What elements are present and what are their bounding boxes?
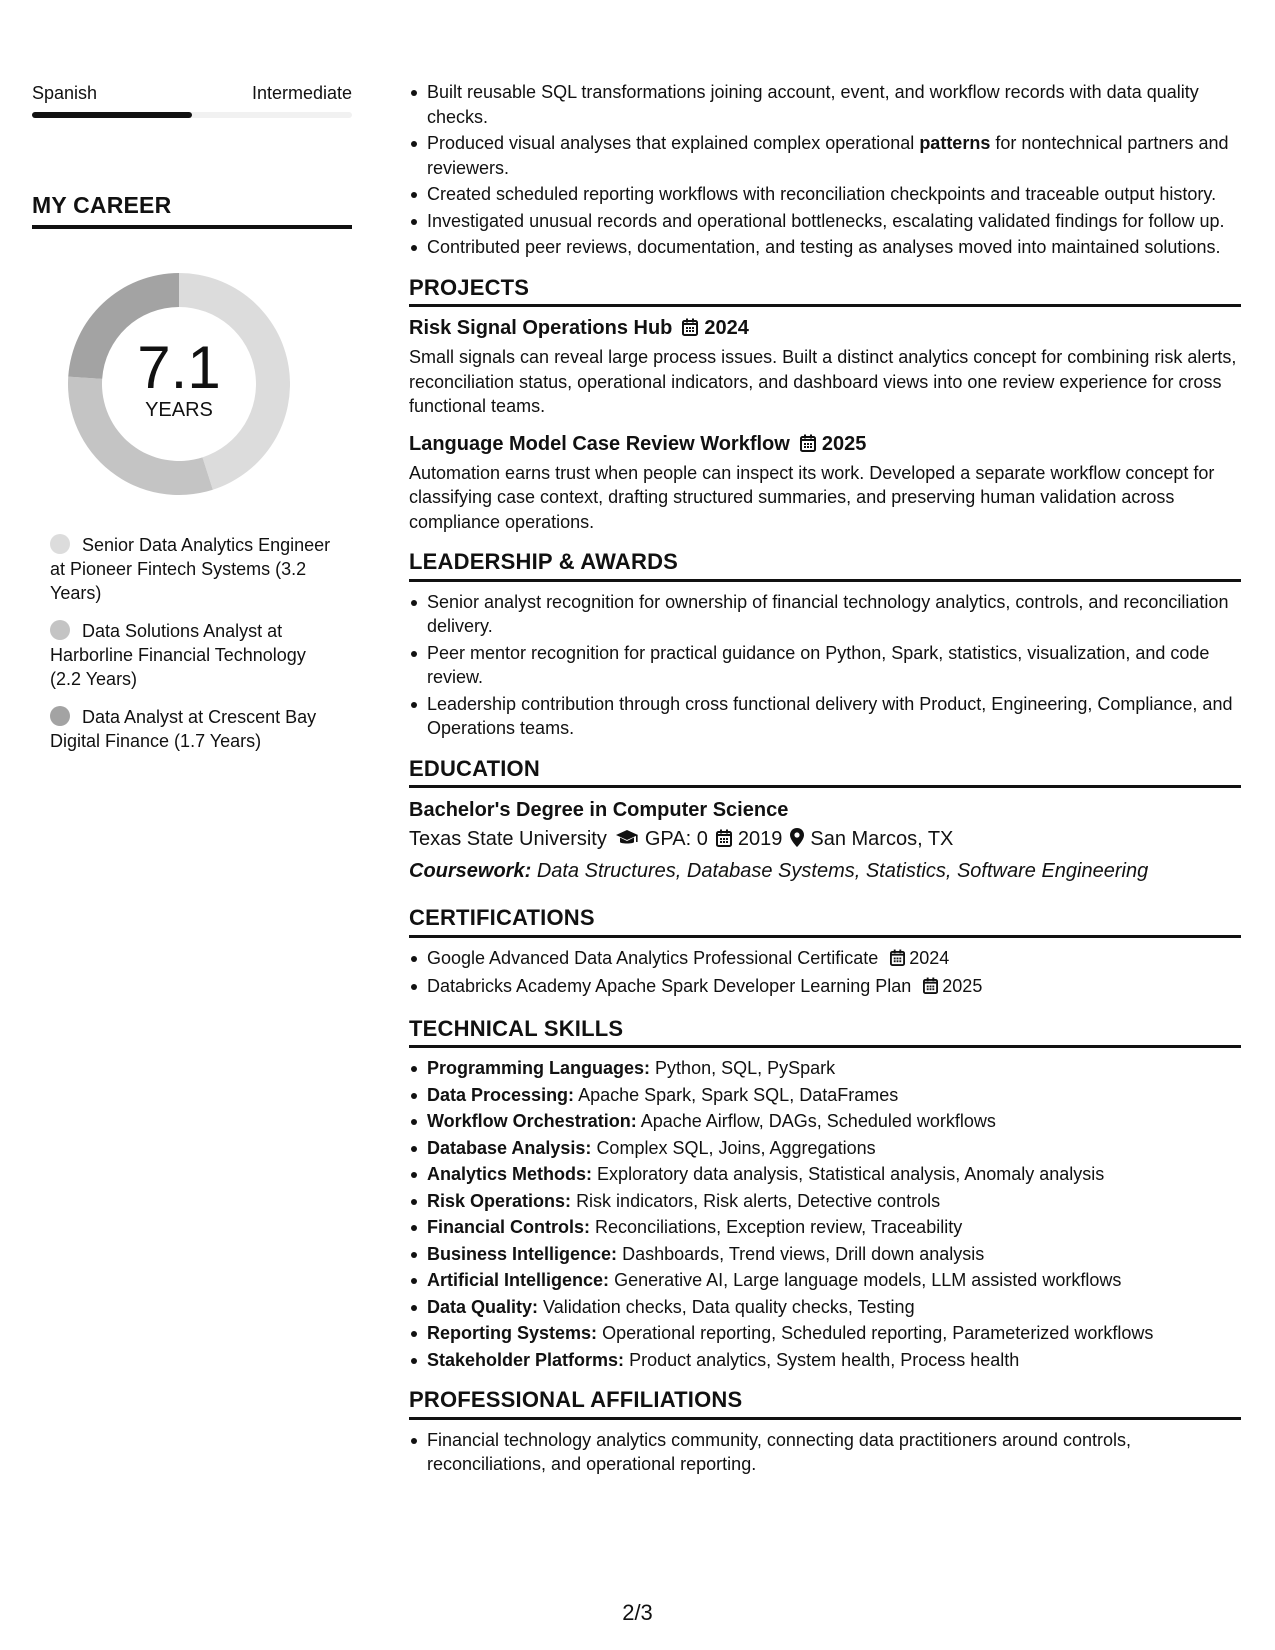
left-column bbox=[32, 80, 352, 767]
career-legend-item bbox=[50, 533, 340, 605]
education-details bbox=[409, 824, 1241, 856]
experience-bullets bbox=[409, 80, 1241, 260]
skill-value: Apache Airflow, DAGs, Scheduled workflows bbox=[640, 1111, 996, 1131]
skill-value: Operational reporting, Scheduled reporting, Parameterized workflows bbox=[602, 1323, 1154, 1343]
right-column bbox=[409, 80, 1241, 1479]
skill-label: Data Processing: bbox=[427, 1084, 575, 1105]
certification-name: Databricks Academy Apache Spark Developer Learning Plan bbox=[427, 976, 912, 996]
career-years-unit: YEARS bbox=[145, 399, 213, 421]
certification-item bbox=[427, 974, 1241, 1001]
calendar-icon bbox=[800, 433, 816, 459]
skill-item bbox=[427, 1189, 1241, 1214]
leadership-item: Senior analyst recognition for ownership of financial technology analytics, controls, and reconciliation delivery. bbox=[427, 590, 1241, 639]
project-year: 2024 bbox=[704, 317, 749, 339]
skill-value: Product analytics, System health, Process health bbox=[629, 1349, 1020, 1370]
skill-value: Reconciliations, Exception review, Traceability bbox=[595, 1217, 963, 1237]
calendar-icon bbox=[923, 976, 938, 1001]
affiliations-list bbox=[409, 1428, 1241, 1477]
bullet-bold-text: patterns bbox=[919, 133, 991, 153]
skill-item bbox=[427, 1295, 1241, 1320]
education-title: EDUCATION bbox=[409, 757, 1241, 789]
legend-dot bbox=[50, 706, 70, 726]
donut-center bbox=[66, 271, 292, 497]
career-legend bbox=[50, 533, 340, 753]
certifications-title: CERTIFICATIONS bbox=[409, 906, 1241, 938]
legend-dot bbox=[50, 620, 70, 640]
coursework-label: Coursework: bbox=[409, 860, 532, 882]
experience-bullet: Investigated unusual records and operational bottlenecks, escalating validated findings for follow up. bbox=[427, 209, 1241, 234]
career-donut-chart bbox=[66, 271, 292, 497]
education-coursework bbox=[409, 856, 1241, 886]
language-proficiency-fill bbox=[32, 112, 192, 118]
skill-label: Programming Languages: bbox=[427, 1058, 651, 1078]
project-name: Risk Signal Operations Hub bbox=[409, 317, 673, 339]
skill-item bbox=[427, 1109, 1241, 1134]
certification-year: 2024 bbox=[909, 947, 950, 968]
skill-value: Complex SQL, Joins, Aggregations bbox=[596, 1137, 876, 1158]
skill-value: Validation checks, Data quality checks, Testing bbox=[543, 1296, 915, 1317]
skill-label: Database Analysis: bbox=[427, 1137, 592, 1158]
skill-label: Analytics Methods: bbox=[427, 1164, 593, 1184]
skill-label: Reporting Systems: bbox=[427, 1323, 598, 1343]
project-title bbox=[409, 431, 1241, 459]
project-description: Small signals can reveal large process issues. Built a distinct analytics concept for combining risk alerts, reconciliation status, operational indicators, and dashboard views into one review experience for cross functional teams. bbox=[409, 347, 1237, 416]
bullet-text: for nontechnical partners and reviewers. bbox=[427, 133, 1229, 178]
legend-dot bbox=[50, 534, 70, 554]
skills-title: TECHNICAL SKILLS bbox=[409, 1017, 1241, 1049]
legend-label: Data Analyst at Crescent Bay Digital Finance (1.7 Years) bbox=[50, 707, 317, 751]
education-degree: Bachelor's Degree in Computer Science bbox=[409, 799, 789, 821]
language-name: Spanish bbox=[32, 83, 98, 103]
skill-item bbox=[427, 1242, 1241, 1267]
project-description: Automation earns trust when people can inspect its work. Developed a separate workflow concept for classifying case context, drafting structured summaries, and preserving human validation across compliance operations. bbox=[409, 462, 1215, 532]
coursework-list: Data Structures, Database Systems, Statistics, Software Engineering bbox=[536, 860, 1149, 882]
language-level: Intermediate bbox=[251, 83, 352, 103]
skill-value: Exploratory data analysis, Statistical analysis, Anomaly analysis bbox=[597, 1164, 1105, 1184]
calendar-icon bbox=[682, 317, 698, 343]
experience-bullet: Built reusable SQL transformations joining account, event, and workflow records with data quality checks. bbox=[427, 80, 1241, 129]
certifications-list bbox=[409, 946, 1241, 1001]
skill-label: Risk Operations: bbox=[427, 1190, 572, 1211]
career-legend-item bbox=[50, 705, 340, 753]
project-name: Language Model Case Review Workflow bbox=[409, 432, 790, 455]
education-gpa: GPA: 0 bbox=[644, 828, 708, 850]
experience-bullet: Contributed peer reviews, documentation, and testing as analyses moved into maintained solutions. bbox=[427, 235, 1241, 260]
skill-value: Generative AI, Large language models, LLM assisted workflows bbox=[614, 1270, 1122, 1290]
language-row bbox=[32, 80, 352, 106]
skill-label: Artificial Intelligence: bbox=[427, 1270, 610, 1290]
skill-value: Python, SQL, PySpark bbox=[655, 1058, 836, 1078]
affiliations-title: PROFESSIONAL AFFILIATIONS bbox=[409, 1388, 1241, 1420]
legend-label: Data Solutions Analyst at Harborline Financial Technology (2.2 Years) bbox=[50, 621, 306, 689]
leadership-list bbox=[409, 590, 1241, 741]
experience-bullet: Created scheduled reporting workflows with reconciliation checkpoints and traceable output history. bbox=[427, 182, 1241, 207]
leadership-title: LEADERSHIP & AWARDS bbox=[409, 550, 1241, 582]
calendar-icon bbox=[890, 948, 905, 973]
project-year: 2025 bbox=[821, 432, 867, 455]
career-title: MY CAREER bbox=[32, 192, 352, 229]
skill-item bbox=[427, 1083, 1241, 1108]
affiliation-item: Financial technology analytics community, connecting data practitioners around controls, reconciliations, and operational reporting. bbox=[427, 1428, 1241, 1477]
skill-value: Risk indicators, Risk alerts, Detective controls bbox=[576, 1190, 941, 1211]
skill-item bbox=[427, 1056, 1241, 1081]
skill-label: Financial Controls: bbox=[427, 1217, 591, 1237]
bullet-text: Produced visual analyses that explained complex operational bbox=[427, 133, 920, 153]
leadership-item: Peer mentor recognition for practical guidance on Python, Spark, statistics, visualization, and code review. bbox=[427, 641, 1241, 690]
calendar-icon bbox=[716, 826, 732, 856]
skill-item bbox=[427, 1321, 1241, 1346]
education-school: Texas State University bbox=[409, 828, 607, 850]
graduation-cap-icon bbox=[615, 826, 639, 856]
education-location: San Marcos, TX bbox=[810, 828, 954, 850]
leadership-item: Leadership contribution through cross functional delivery with Product, Engineering, Compliance, and Operations teams. bbox=[427, 692, 1241, 741]
page-number: 2/3 bbox=[622, 1600, 653, 1625]
certification-item bbox=[427, 946, 1241, 973]
skill-item bbox=[427, 1215, 1241, 1240]
certification-name: Google Advanced Data Analytics Professional Certificate bbox=[427, 947, 879, 968]
skill-label: Business Intelligence: bbox=[427, 1243, 618, 1264]
skill-value: Apache Spark, Spark SQL, DataFrames bbox=[578, 1084, 899, 1105]
skill-label: Workflow Orchestration: bbox=[427, 1111, 637, 1131]
location-pin-icon bbox=[790, 826, 804, 856]
experience-bullet bbox=[427, 131, 1241, 180]
legend-label: Senior Data Analytics Engineer at Pioneer Fintech Systems (3.2 Years) bbox=[50, 535, 331, 603]
certification-year: 2025 bbox=[942, 976, 983, 996]
language-proficiency-bar bbox=[32, 112, 352, 118]
skills-list bbox=[409, 1056, 1241, 1372]
skill-item bbox=[427, 1136, 1241, 1161]
career-total-years: 7.1 bbox=[137, 334, 221, 401]
skill-label: Data Quality: bbox=[427, 1296, 539, 1317]
project-title bbox=[409, 315, 1241, 343]
skill-value: Dashboards, Trend views, Drill down analysis bbox=[622, 1243, 985, 1264]
projects-title: PROJECTS bbox=[409, 276, 1241, 308]
education-year: 2019 bbox=[737, 828, 783, 850]
skill-item bbox=[427, 1268, 1241, 1293]
skill-item bbox=[427, 1162, 1241, 1187]
skill-label: Stakeholder Platforms: bbox=[427, 1349, 625, 1370]
skill-item bbox=[427, 1348, 1241, 1373]
career-legend-item bbox=[50, 619, 340, 691]
